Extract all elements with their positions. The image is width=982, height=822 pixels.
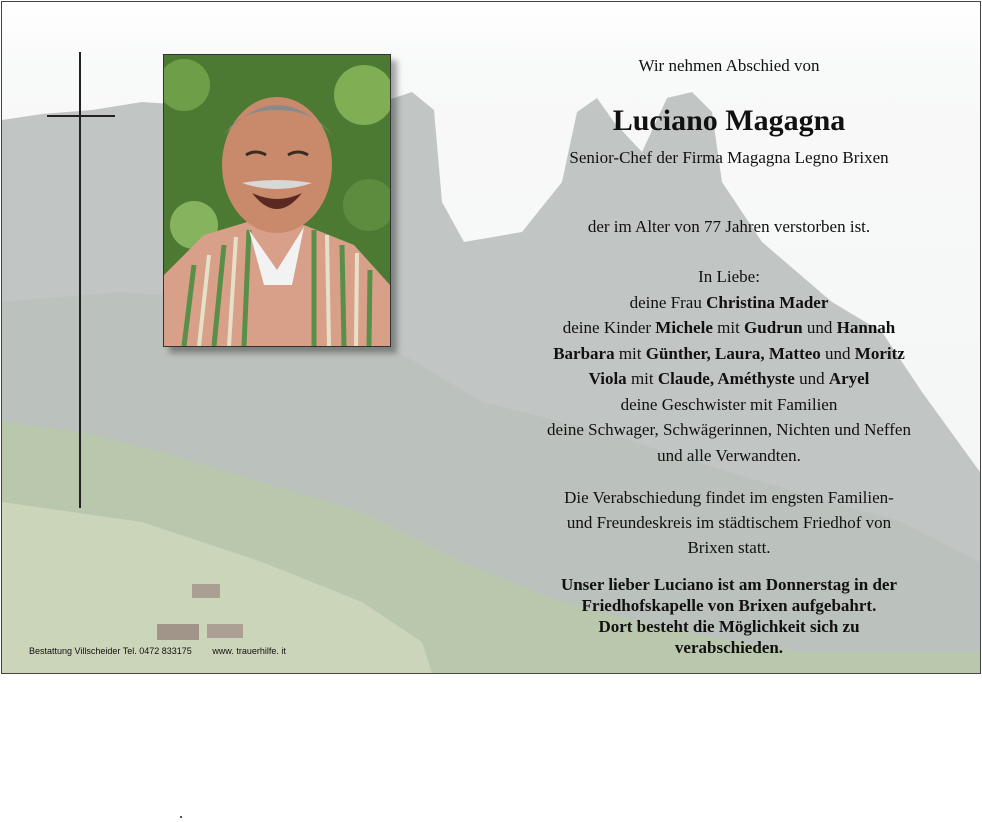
family-line: deine Schwager, Schwägerinnen, Nichten und Neffen: [547, 420, 911, 439]
footer: [29, 646, 304, 656]
viewing-line: Friedhofskapelle von Brixen aufgebahrt.: [581, 596, 877, 615]
deceased-title: Senior-Chef der Firma Magagna Legno Brixen: [569, 148, 889, 167]
family-line: Barbara mit Günther, Laura, Matteo und Moritz: [553, 343, 905, 363]
viewing-line: verabschieden.: [674, 638, 784, 657]
family-line: deine Frau Christina Mader: [629, 292, 829, 312]
viewing-line: Unser lieber Luciano ist am Donnerstag in der: [560, 575, 898, 594]
family-line: deine Kinder Michele mit Gudrun und Hannah: [562, 318, 896, 337]
funeral-home-contact: Bestattung Villscheider Tel. 0472 833175: [29, 646, 192, 656]
deceased-name: Luciano Magagna: [612, 104, 846, 137]
viewing-line: Dort besteht die Möglichkeit sich zu: [598, 617, 860, 636]
funeral-line: Brixen statt.: [687, 538, 771, 557]
stray-dot: [180, 816, 182, 818]
obituary-card: [1, 1, 981, 674]
portrait-photo: [163, 54, 391, 347]
cross-icon: [79, 52, 81, 508]
family-line: In Liebe:: [698, 267, 760, 286]
funeral-line: Die Verabschiedung findet im engsten Familien-: [564, 488, 894, 507]
family-line: Viola mit Claude, Améthyste und Aryel: [588, 369, 870, 388]
funeral-line: und Freundeskreis im städtischem Friedhof von: [566, 513, 892, 532]
viewing-info: [510, 574, 948, 658]
family-list: [510, 264, 948, 468]
family-line: deine Geschwister mit Familien: [620, 394, 838, 414]
website-text: www. trauerhilfe. it: [212, 646, 286, 656]
family-line: und alle Verwandten.: [657, 445, 801, 465]
intro-line: Wir nehmen Abschied von: [638, 56, 820, 75]
age-line: der im Alter von 77 Jahren verstorben ist.: [587, 217, 871, 236]
funeral-info: [510, 485, 948, 560]
cross-bar: [47, 115, 115, 117]
